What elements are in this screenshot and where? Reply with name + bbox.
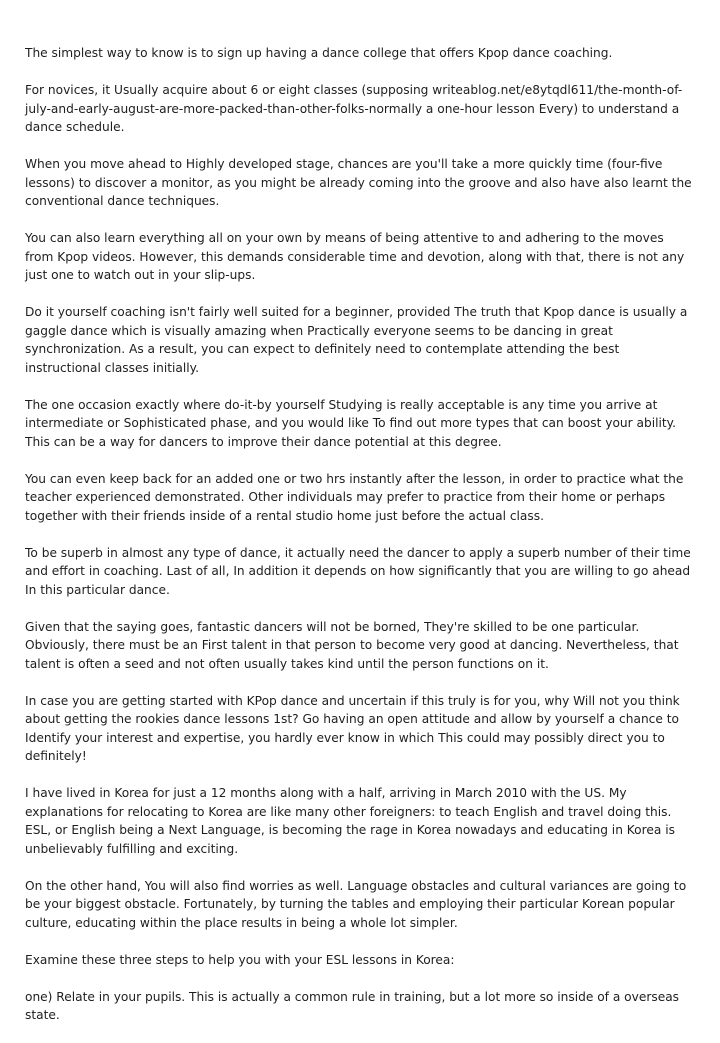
paragraph-8: To be superb in almost any type of dance, it actually need the dancer to apply a superb number of their time and effort in coaching. Last of all, In addition it depends on how significantly that you are willing to go ahead In this particular dance. bbox=[25, 545, 691, 597]
paragraph-1: The simplest way to know is to sign up having a dance college that offers Kpop dance coaching. bbox=[25, 46, 613, 60]
paragraph-5: Do it yourself coaching isn't fairly well suited for a beginner, provided The truth that Kpop dance is usually a gaggle dance which is visually amazing when Practically everyone seems to be dancing in great synchronization. As a result, you can expect to definitely need to contemplate attending the best instructional classes initially. bbox=[25, 305, 688, 375]
paragraph-12: On the other hand, You will also find worries as well. Language obstacles and cultural variances are going to be your biggest obstacle. Fortunately, by turning the tables and employing their particular Korean popular culture, educating within the place results in being a whole lot simpler. bbox=[25, 878, 687, 930]
paragraph-3: When you move ahead to Highly developed stage, chances are you'll take a more quickly time (four-five lessons) to discover a monitor, as you might be already coming into the groove and also have also learnt the conventional dance techniques. bbox=[25, 157, 692, 208]
paragraph-2: For novices, it Usually acquire about 6 or eight classes (supposing writeablog.net/e8ytqdl611/the-month-of-july-and-early-august-are-more-packed-than-other-folks-normally a one-hour lesson Every) to understand a dance schedule. bbox=[25, 83, 683, 134]
paragraph-14: one) Relate in your pupils. This is actually a common rule in training, but a lot more so inside of a overseas state. bbox=[25, 989, 680, 1022]
paragraph-7: You can even keep back for an added one or two hrs instantly after the lesson, in order to practice what the teacher experienced demonstrated. Other individuals may prefer to practice from their home or perhaps together with their friends inside of a rental studio home just before the actual class. bbox=[25, 471, 684, 523]
paragraph-13: Examine these three steps to help you with your ESL lessons in Korea: bbox=[25, 952, 455, 967]
paragraph-11: I have lived in Korea for just a 12 months along with a half, arriving in March 2010 with the US. My explanations for relocating to Korea are like many other foreigners: to teach English and travel doing this. ESL, or English being a Next Language, is becoming the rage in Korea nowadays and educating in Korea is unbelievably fulfilling and exciting. bbox=[25, 786, 675, 856]
paragraph-10: In case you are getting started with KPop dance and uncertain if this truly is for you, why Will not you think about getting the rookies dance lessons 1st? Go having an open attitude and allow by yourself a chance to Identify your interest and expertise, you hardly ever know in which This could may possibly direct you to definitely! bbox=[25, 693, 680, 763]
document-body bbox=[25, 44, 695, 1043]
paragraph-9: Given that the saying goes, fantastic dancers will not be borned, They're skilled to be one particular. Obviously, there must be an First talent in that person to become very good at dancing. Nevertheless, that talent is often a seed and not often usually takes kind until the person functions on it. bbox=[25, 619, 679, 671]
paragraph-6: The one occasion exactly where do-it-by yourself Studying is really acceptable is any time you arrive at intermediate or Sophisticated phase, and you would like To find out more types that can boost your ability. This can be a way for dancers to improve their dance potential at this degree. bbox=[25, 397, 677, 449]
paragraph-4: You can also learn everything all on your own by means of being attentive to and adhering to the moves from Kpop videos. However, this demands considerable time and devotion, along with that, there is not any just one to watch out in your slip-ups. bbox=[25, 231, 685, 282]
